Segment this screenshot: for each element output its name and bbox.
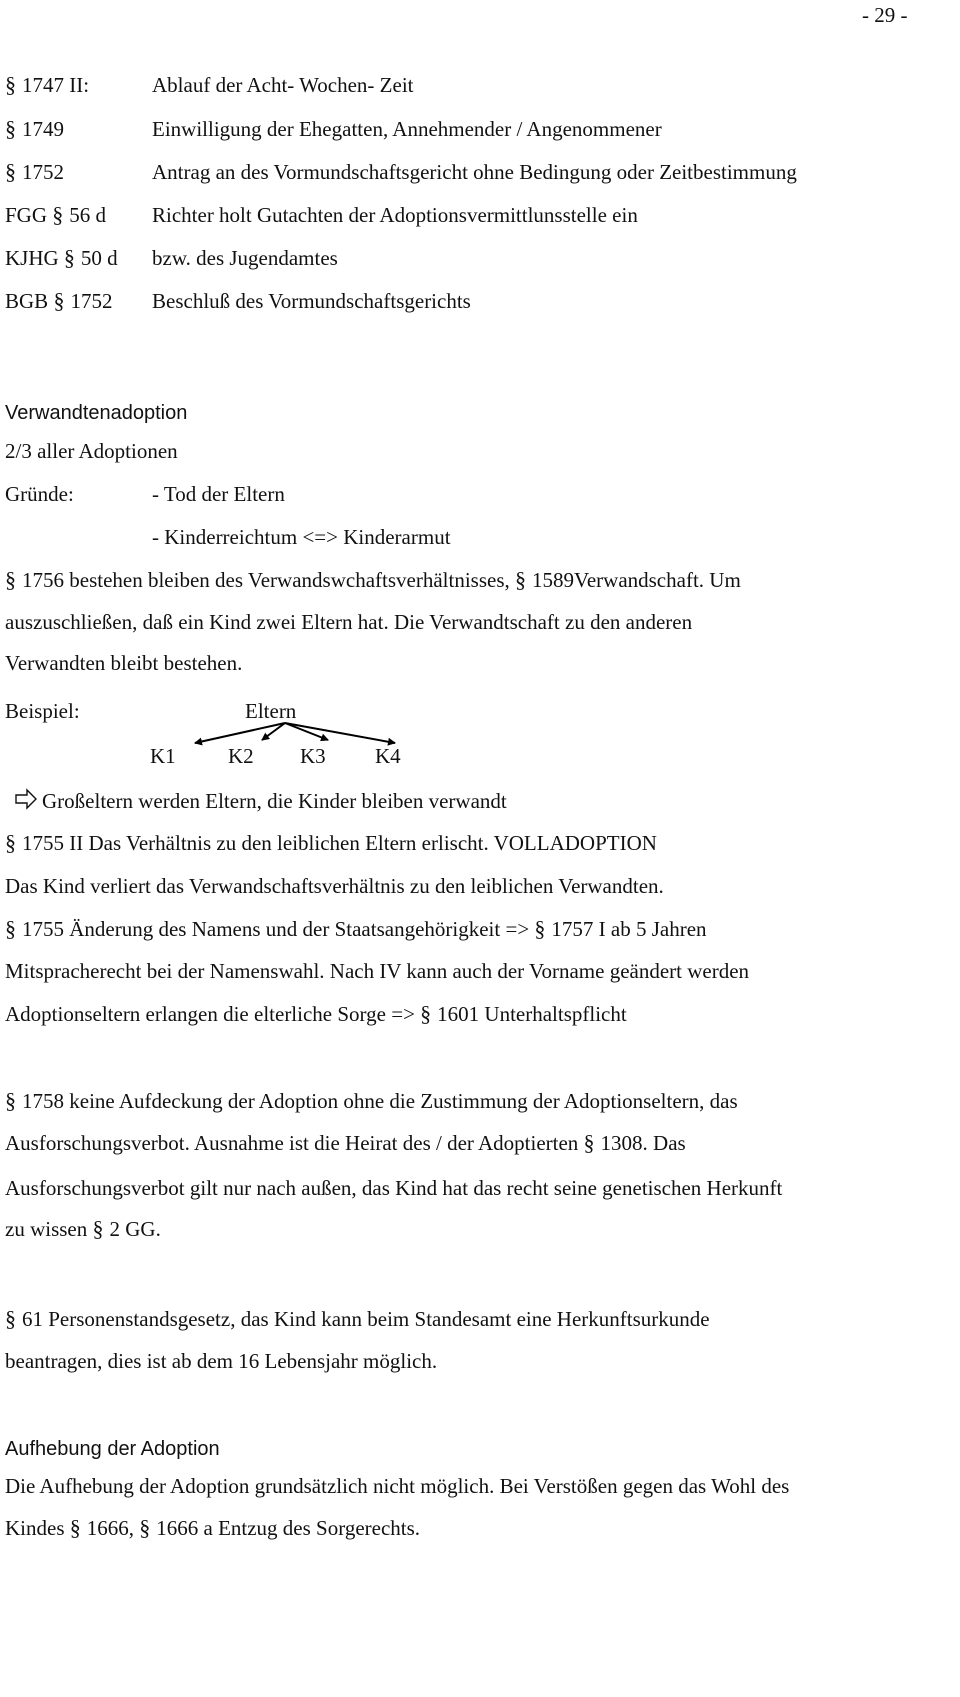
example-child: K3 (300, 744, 326, 768)
text: 1666, (86, 1516, 134, 1540)
section-symbol: § (5, 830, 16, 855)
section-symbol: § (5, 567, 16, 592)
law-row-text: Einwilligung der Ehegatten, Annehmender / Angenommener (152, 117, 662, 141)
section-symbol: § (5, 916, 16, 941)
section-symbol: § (63, 245, 75, 270)
paragraph-line (5, 830, 657, 856)
section-symbol: § (53, 288, 65, 313)
paragraph-line: auszuschließen, daß ein Kind zwei Eltern hat. Die Verwandtschaft zu den anderen (5, 610, 693, 634)
example-parent: Eltern (245, 699, 297, 723)
arrow-k3 (285, 723, 328, 740)
law-row-text: bzw. des Jugendamtes (152, 246, 338, 270)
section-symbol: § (534, 916, 546, 941)
law-row-text: Antrag an des Vormundschaftsgericht ohne Bedingung oder Zeitbestimmung (152, 160, 797, 184)
section-symbol: § (5, 1306, 16, 1331)
text: 2 GG. (109, 1217, 161, 1241)
paragraph-line (5, 1306, 710, 1332)
law-row-text: Richter holt Gutachten der Adoptionsvermittlunsstelle ein (152, 203, 638, 227)
arrow-k4 (285, 723, 395, 743)
law-ref: 56 d (69, 203, 107, 227)
section-symbol: § (420, 1001, 432, 1026)
paragraph-line: Ausforschungsverbot gilt nur nach außen, das Kind hat das recht seine genetischen Herkunft (5, 1176, 783, 1200)
law-row-text: Beschluß des Vormundschaftsgerichts (152, 289, 471, 313)
paragraph-line (5, 1001, 627, 1027)
example-child: K1 (150, 744, 176, 768)
section-symbol: § (515, 567, 526, 592)
arrow-right-icon (14, 786, 38, 818)
paragraph-line (5, 1130, 686, 1156)
paragraph-line (5, 916, 707, 942)
paragraph-line: Verwandten bleibt bestehen. (5, 651, 243, 675)
paragraph-line (5, 1515, 420, 1541)
section-symbol: § (583, 1130, 595, 1155)
law-ref: 50 d (80, 246, 118, 270)
adoption-share: 2/3 aller Adoptionen (5, 439, 178, 463)
reason-item: - Kinderreichtum <=> Kinderarmut (152, 525, 451, 549)
law-prefix: BGB (5, 289, 49, 313)
law-row-text: Ablauf der Acht- Wochen- Zeit (152, 73, 414, 97)
text: 1756 bestehen bleiben des Verwandswchaftsverhältnisses, (22, 568, 510, 592)
reason-item: - Tod der Eltern (152, 482, 285, 506)
text: 1666 a Entzug des Sorgerechts. (156, 1516, 421, 1540)
paragraph-line: Das Kind verliert das Verwandschaftsverhältnis zu den leiblichen Verwandten. (5, 874, 664, 898)
paragraph-line: Die Aufhebung der Adoption grundsätzlich nicht möglich. Bei Verstößen gegen das Wohl des (5, 1474, 790, 1498)
law-ref: 1749 (22, 117, 64, 141)
text: Kindes (5, 1516, 65, 1540)
section-symbol: § (5, 116, 16, 141)
law-prefix: KJHG (5, 246, 59, 270)
family-tree-arrows (0, 0, 960, 800)
example-child: K2 (228, 744, 254, 768)
text: 1308. Das (600, 1131, 686, 1155)
consequence-text: Großeltern werden Eltern, die Kinder bleiben verwandt (42, 789, 507, 813)
section-symbol: § (52, 202, 64, 227)
section-symbol: § (139, 1515, 151, 1540)
text: 1757 I ab 5 Jahren (551, 917, 707, 941)
law-ref: 1752 (22, 160, 64, 184)
section-symbol: § (92, 1216, 104, 1241)
paragraph-line (5, 1216, 161, 1242)
law-prefix: FGG (5, 203, 48, 227)
paragraph-line (5, 1088, 738, 1114)
example-label: Beispiel: (5, 699, 80, 723)
example-child: K4 (375, 744, 401, 768)
law-ref: 1747 II: (22, 73, 90, 97)
section-heading: Verwandtenadoption (5, 402, 188, 424)
page-number: - 29 - (862, 3, 908, 27)
law-ref: 1752 (70, 289, 113, 313)
text: 1755 II Das Verhältnis zu den leiblichen Eltern erlischt. VOLLADOPTION (22, 831, 657, 855)
section-symbol: § (5, 1088, 16, 1113)
section-heading: Aufhebung der Adoption (5, 1438, 220, 1460)
text: zu wissen (5, 1217, 88, 1241)
text: Ausforschungsverbot. Ausnahme ist die Heirat des / der Adoptierten (5, 1131, 579, 1155)
text: 1601 Unterhaltspflicht (437, 1002, 627, 1026)
paragraph-line: beantragen, dies ist ab dem 16 Lebensjahr möglich. (5, 1349, 438, 1373)
reasons-label: Gründe: (5, 482, 74, 506)
text: 61 Personenstandsgesetz, das Kind kann beim Standesamt eine Herkunftsurkunde (22, 1307, 710, 1331)
text: 1755 Änderung des Namens und der Staatsangehörigkeit => (22, 917, 530, 941)
section-symbol: § (5, 159, 16, 184)
text: Adoptionseltern erlangen die elterliche Sorge => (5, 1002, 415, 1026)
text: 1589Verwandschaft. Um (532, 568, 741, 592)
section-symbol: § (5, 72, 16, 97)
paragraph-line: Mitspracherecht bei der Namenswahl. Nach IV kann auch der Vorname geändert werden (5, 959, 750, 983)
section-symbol: § (69, 1515, 81, 1540)
text: 1758 keine Aufdeckung der Adoption ohne die Zustimmung der Adoptionseltern, das (22, 1089, 738, 1113)
